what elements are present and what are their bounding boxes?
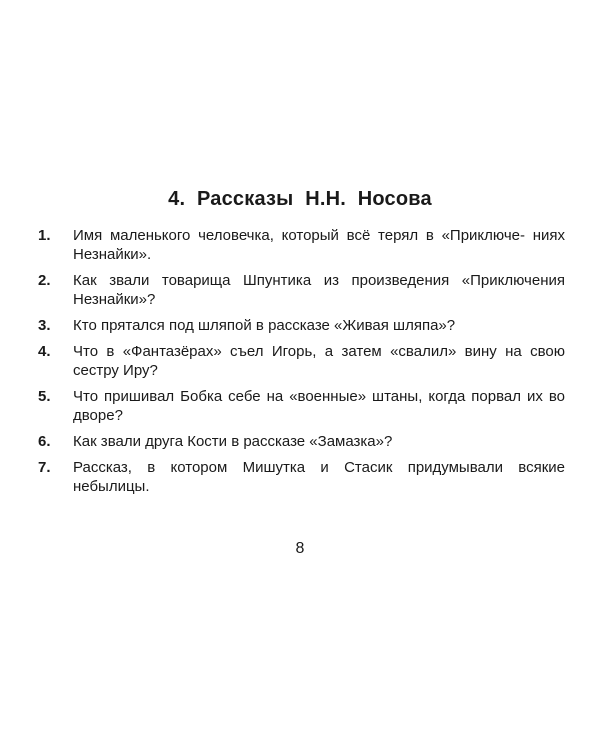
question-number: 5.: [38, 388, 51, 405]
question-text: Как звали друга Кости в рассказе «Замазка»?: [73, 433, 393, 450]
question-item: [38, 271, 565, 309]
question-list: [38, 226, 565, 503]
question-text: Как звали товарища Шпунтика из произведения «Приключения Незнайки»?: [73, 272, 565, 308]
question-item: [38, 432, 565, 451]
question-text: Что пришивал Бобка себе на «военные» штаны, когда порвал их во дворе?: [73, 388, 565, 424]
question-number: 2.: [38, 272, 51, 289]
question-item: [38, 458, 565, 496]
question-number: 4.: [38, 343, 51, 360]
question-text: Кто прятался под шляпой в рассказе «Живая шляпа»?: [73, 317, 456, 334]
question-text: Рассказ, в котором Мишутка и Стасик придумывали всякие небылицы.: [73, 459, 565, 495]
page-number: 8: [295, 540, 305, 557]
question-number: 3.: [38, 317, 51, 334]
question-item: [38, 342, 565, 380]
question-item: [38, 387, 565, 425]
question-number: 7.: [38, 459, 51, 476]
question-item: [38, 226, 565, 264]
section-title: 4. Рассказы Н.Н. Носова: [168, 188, 432, 210]
question-text: Имя маленького человечка, который всё терял в «Приключе- ниях Незнайки».: [73, 227, 565, 263]
question-item: [38, 316, 565, 335]
question-number: 1.: [38, 227, 51, 244]
question-number: 6.: [38, 433, 51, 450]
question-text: Что в «Фантазёрах» съел Игорь, а затем «свалил» вину на свою сестру Иру?: [73, 343, 565, 379]
